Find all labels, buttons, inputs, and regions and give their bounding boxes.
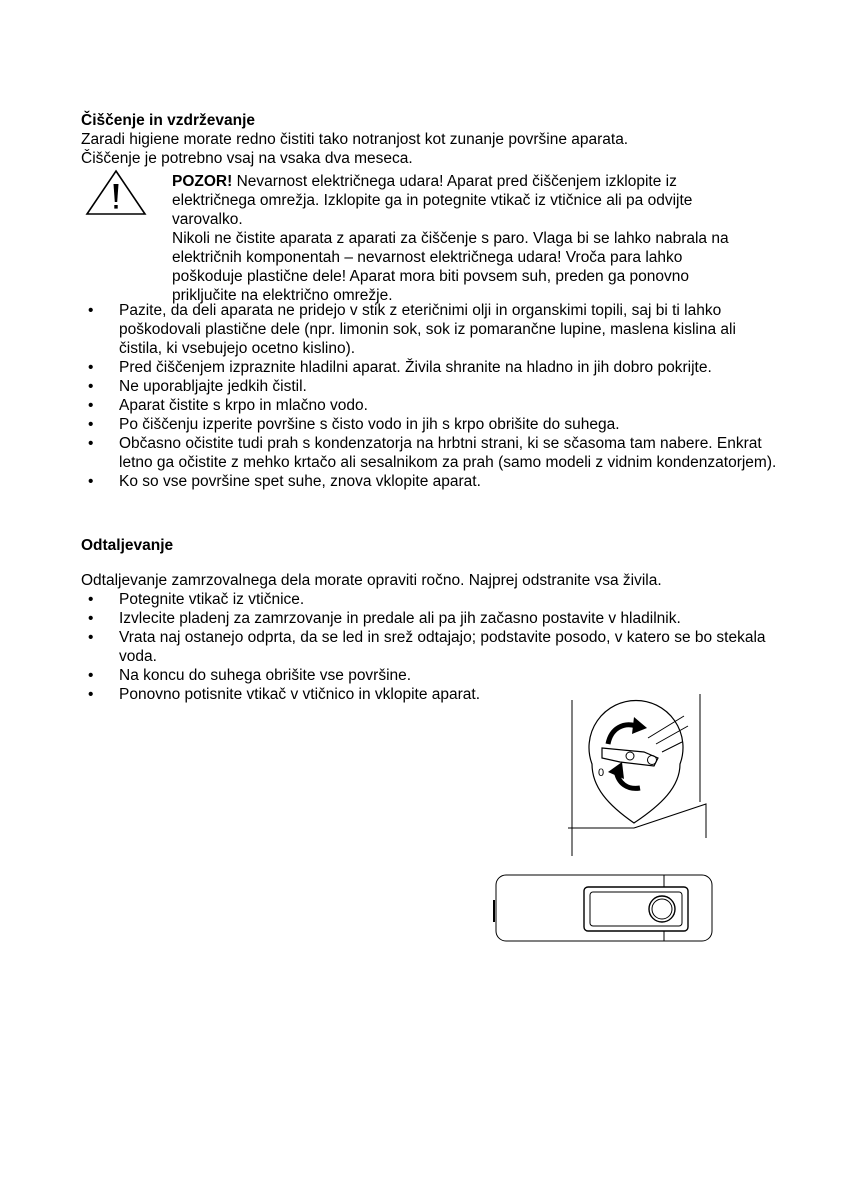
bullet-glyph: • (88, 473, 94, 490)
list-item: • Ko so vse površine spet suhe, znova vklopite aparat. (88, 473, 481, 490)
bullet-glyph: • (88, 302, 94, 319)
bullet-glyph: • (88, 359, 94, 376)
list-item: • Pred čiščenjem izpraznite hladilni aparat. Živila shranite na hladno in jih dobro pokrijte. (88, 359, 712, 376)
list-item: • Pazite, da deli aparata ne pridejo v stik z eteričnimi olji in organskimi topili, saj bi ti lahko poškodovali plastične dele (npr. limonin sok, sok iz pomarančne lupine, maslena kislina ali čistila, ki vsebujejo ocetno kislino). (88, 302, 736, 357)
list-item: • Aparat čistite s krpo in mlačno vodo. (88, 397, 368, 414)
warning-line: poškoduje plastične dele! Aparat mora biti povsem suh, preden ga ponovno (172, 268, 690, 285)
defrost-bullet-list (81, 590, 781, 704)
bullet-glyph: • (88, 667, 94, 684)
warning-line: električnih komponentah – nevarnost električnega udara! Vroča para lahko (172, 249, 683, 266)
list-item: • Izvlecite pladenj za zamrzovanje in predale ali pa jih začasno postavite v hladilnik. (88, 610, 681, 627)
switch-panel-figure (488, 872, 716, 946)
warning-line: električnega omrežja. Izklopite ga in potegnite vtikač iz vtičnice ali pa odvijte (172, 192, 693, 209)
intro-line-1: Zaradi higiene morate redno čistiti tako notranjost kot zunanje površine aparata. (81, 131, 629, 148)
list-item: • Ponovno potisnite vtikač v vtičnico in vklopite aparat. (88, 686, 480, 703)
bullet-glyph: • (88, 378, 94, 395)
warning-first-text: Nevarnost električnega udara! Aparat pred čiščenjem izklopite iz (232, 173, 677, 190)
defrost-intro: Odtaljevanje zamrzovalnega dela morate opraviti ročno. Najprej odstranite vsa živila. (81, 572, 662, 589)
cleaning-bullet-list (81, 301, 781, 491)
bullet-glyph: • (88, 629, 94, 646)
bullet-glyph: • (88, 686, 94, 703)
warning-first-line (172, 172, 772, 191)
bullet-glyph: • (88, 397, 94, 414)
warning-label: POZOR! (172, 173, 233, 190)
dial-zero-label: 0 (598, 767, 605, 779)
section-title-defrosting: Odtaljevanje (81, 537, 174, 554)
list-item: • Vrata naj ostanejo odprta, da se led in srež odtajajo; podstavite posodo, v katero se bo stekala voda. (88, 629, 766, 665)
list-item: • Občasno očistite tudi prah s kondenzatorja na hrbtni strani, ki se sčasoma tam nabere. Enkrat letno ga očistite z mehko krtačo ali sesalnikom za prah (samo modeli z vidnim kondenzatorjem). (88, 435, 777, 471)
bullet-glyph: • (88, 591, 94, 608)
list-item: • Potegnite vtikač iz vtičnice. (88, 591, 305, 608)
warning-line: priključite na električno omrežje. (172, 287, 393, 304)
list-item: • Po čiščenju izperite površine s čisto vodo in jih s krpo obrišite do suhega. (88, 416, 620, 433)
intro-line-2: Čiščenje je potrebno vsaj na vsaka dva meseca. (81, 150, 413, 167)
warning-block (172, 172, 772, 305)
warning-line: Nikoli ne čistite aparata z aparati za čiščenje s paro. Vlaga bi se lahko nabrala na (172, 230, 729, 247)
list-item: • Na koncu do suhega obrišite vse površine. (88, 667, 412, 684)
bullet-glyph: • (88, 416, 94, 433)
warning-triangle-icon (84, 168, 148, 218)
thermostat-dial-figure (556, 692, 716, 860)
warning-line: varovalko. (172, 211, 243, 228)
section-title-cleaning: Čiščenje in vzdrževanje (81, 112, 256, 129)
list-item: • Ne uporabljajte jedkih čistil. (88, 378, 307, 395)
bullet-glyph: • (88, 610, 94, 627)
bullet-glyph: • (88, 435, 94, 452)
